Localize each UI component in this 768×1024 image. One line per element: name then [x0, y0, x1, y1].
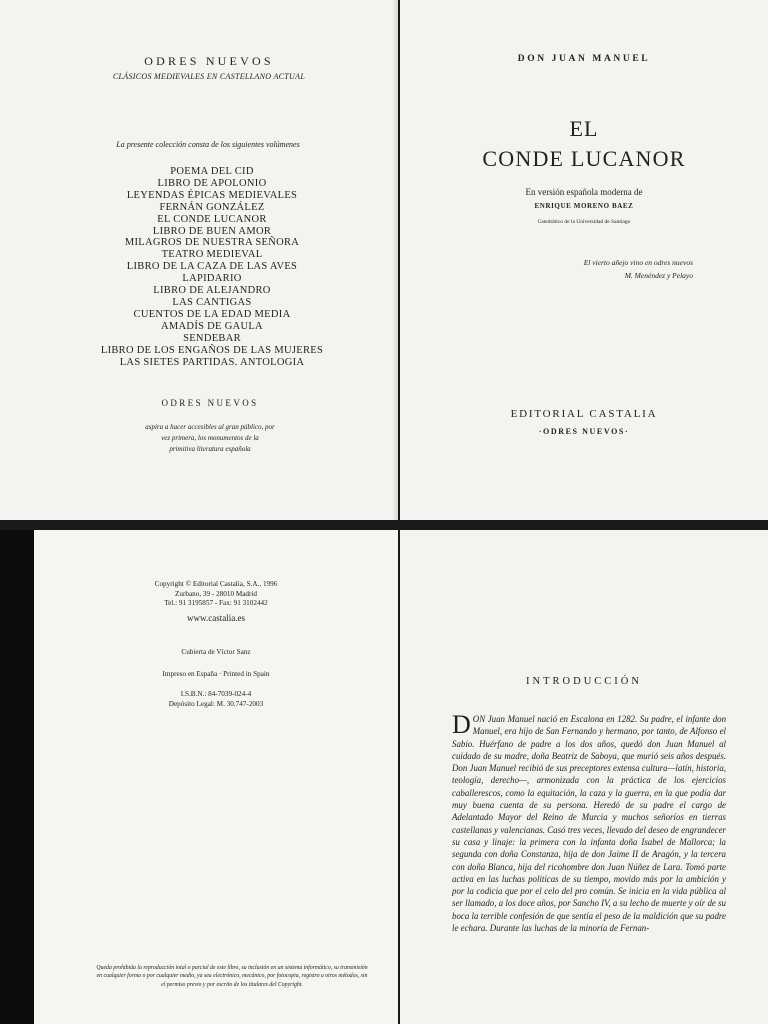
volume-list	[26, 166, 398, 368]
publisher-name: EDITORIAL CASTALIA	[510, 408, 658, 420]
version-note: En versión española moderna de	[525, 187, 643, 197]
purpose-line: vez primera, los monumentos de la	[161, 434, 259, 442]
introduction-text	[452, 710, 727, 934]
drop-cap-rest: ON	[472, 714, 486, 724]
collection-name: ·ODRES NUEVOS·	[538, 427, 630, 436]
volume-item: EL CONDE LUCANOR	[157, 213, 267, 225]
legal-deposit: Depósito Legal: M. 30.747-2003	[168, 699, 264, 708]
book-title-line-2: CONDE LUCANOR	[482, 146, 686, 171]
page-title	[400, 0, 768, 520]
publisher-phone: Tel.: 91 3195857 - Fax: 91 3102442	[164, 599, 268, 607]
collection-intro: La presente colección consta de los siguientes volúmenes	[116, 140, 300, 149]
publisher-address: Zurbano, 39 - 28010 Madrid	[174, 589, 258, 598]
legal-notice: Queda prohibida la reproducción total o parcial de este libro, su inclusión en un sistema informático, su transmisión en cualquier forma o por cualquier medio, ya sea electrónico, mecánico, por fotocopia, registro u otros métodos, sin el permiso previo y por escrito de los titulares del Copyright.	[96, 965, 368, 988]
volume-item: POEMA DEL CID	[170, 166, 254, 177]
epigraph-quote: El vierto añejo vino en odres nuevos	[583, 258, 693, 267]
volume-item: LIBRO DE BUEN AMOR	[152, 225, 272, 237]
scan-edge	[0, 530, 34, 1024]
copyright-block	[34, 580, 398, 609]
volume-item: SENDEBAR	[183, 332, 241, 344]
publisher-website: www.castalia.es	[187, 613, 245, 623]
purpose-line: primitiva literatura española	[169, 445, 251, 453]
volume-item: MILAGROS DE NUESTRA SEÑORA	[124, 237, 300, 249]
purpose-line: aspira a hacer accesibles al gran público, por	[145, 423, 275, 431]
introduction-body: Juan Manuel nació en Escalona en 1282. Su padre, el infante don Manuel, era hijo de San Fernando y hermano, por tanto, de Alfonso el Sabio. Huérfano de padre a los dos años, quedó don Juan Manuel al cuidado de su madre, doña Beatriz de Saboya, que murió seis años después. Don Juan Manuel recibió de sus preceptores extensa cultura—latín, historia, teología, derecho—, armonizada con la práctica de los ejercicios caballerescos, como la equitación, la caza y la guerra, en la que podía dar muy buena cuenta de su persona. Heredó de su padre el cargo de Adelantado Mayor del Reino de Murcia y muchos señoríos en tierras castellanas y valencianas. Casó tres veces, llevado del deseo de engrandecer su casa y linaje: la primera con la infanta doña Isabel de Mallorca; la segunda con doña Constanza, hija de don Jaime II de Aragón, y la tercera con doña Blanca, hija del ricohombre don Juan Núñez de Lara. Tomó parte activa en las luchas políticas de su tiempo, movido más por la ambición y por la codicia que por el celo del pro común. Se inicia en la vida pública al ser llamado, a los doce años, por Sancho IV, a su lecho de muerte y oír de su boca la terrible confesión de que sentía el peso de la maldición que su padre le echara. Durante las luchas de la minoría de Fernan-	[452, 714, 727, 934]
printed-in: Impreso en España · Printed in Spain	[162, 670, 270, 678]
gutter-shadow	[392, 0, 398, 520]
page-series-list	[0, 0, 398, 520]
odres-nuevos-label: ODRES NUEVOS	[161, 398, 259, 408]
cover-credit: Cubierta de Víctor Sanz	[181, 648, 251, 656]
introduction-heading: INTRODUCCIÓN	[526, 676, 642, 687]
copyright-line: Copyright © Editorial Castalia, S.A., 1996	[154, 580, 278, 588]
editor-affiliation: Catedrático de la Universidad de Santiago	[537, 219, 631, 225]
volume-item: CUENTOS DE LA EDAD MEDIA	[133, 308, 291, 320]
volume-item: AMADÍS DE GAULA	[161, 320, 263, 332]
volume-item: LIBRO DE APOLONIO	[157, 177, 267, 189]
epigraph-author: M. Menéndez y Pelayo	[624, 271, 693, 280]
volume-item: LIBRO DE LA CAZA DE LAS AVES	[126, 261, 298, 273]
series-subtitle: CLÁSICOS MEDIEVALES EN CASTELLANO ACTUAL	[112, 72, 306, 81]
isbn-block	[34, 690, 398, 709]
volume-item: LAS SIETES PARTIDAS. ANTOLOGIA	[119, 356, 305, 368]
volume-item: LIBRO DE ALEJANDRO	[153, 285, 271, 297]
editor-name: ENRIQUE MORENO BAEZ	[534, 202, 634, 210]
collection-purpose	[22, 422, 398, 455]
author-name: DON JUAN MANUEL	[517, 54, 651, 64]
volume-item: LAPIDARIO	[182, 273, 242, 285]
epigraph	[584, 256, 693, 282]
book-title-line-1: EL	[569, 116, 599, 141]
page-copyright	[0, 530, 398, 1024]
volume-item: LEYENDAS ÉPICAS MEDIEVALES	[126, 189, 298, 201]
volume-item: FERNÁN GONZÁLEZ	[159, 201, 265, 213]
volume-item: LIBRO DE LOS ENGAÑOS DE LAS MUJERES	[100, 344, 324, 356]
series-title: ODRES NUEVOS	[144, 54, 274, 68]
page-introduction	[400, 530, 768, 1024]
isbn: I.S.B.N.: 84-7039-024-4	[180, 690, 252, 698]
volume-item: TEATRO MEDIEVAL	[161, 249, 263, 261]
drop-cap: D	[452, 710, 471, 739]
volume-item: LAS CANTIGAS	[172, 296, 252, 308]
